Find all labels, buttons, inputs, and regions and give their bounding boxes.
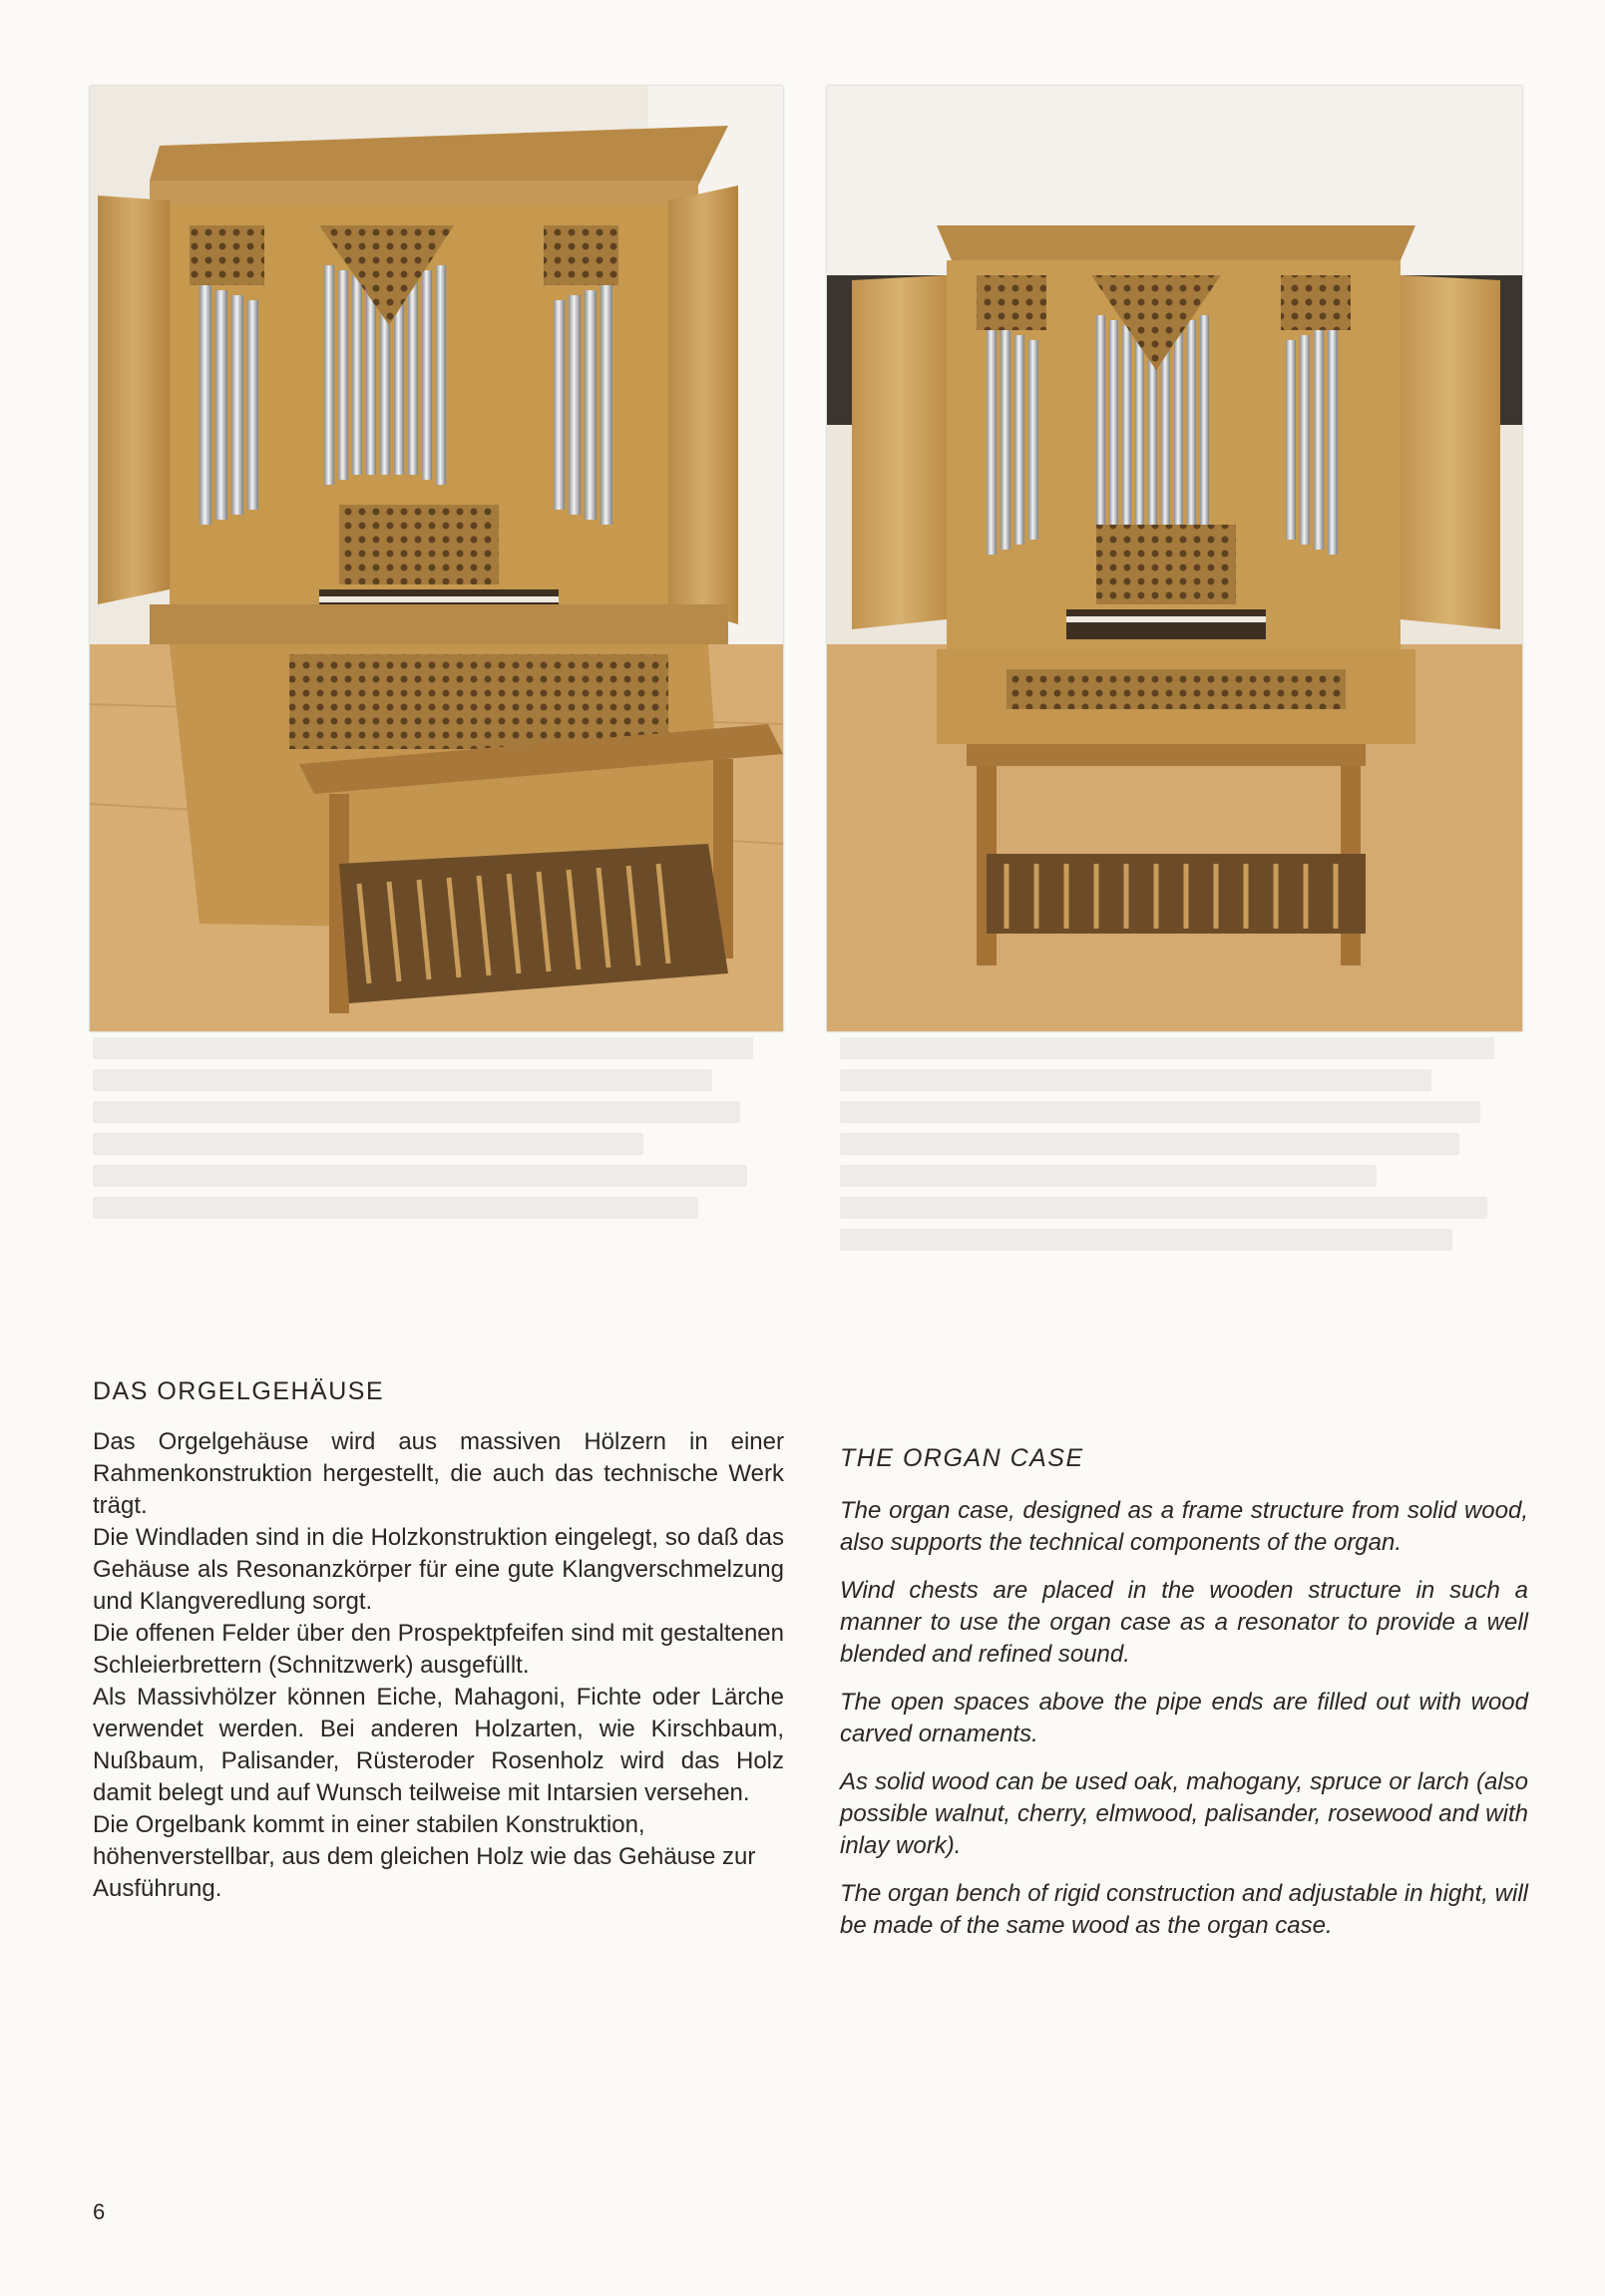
german-paragraph: Das Orgelgehäuse wird aus massiven Hölzern in einer Rahmenkonstruktion hergestellt, die auch das technische Werk trägt.	[93, 1428, 784, 1519]
english-heading: THE ORGAN CASE	[840, 1444, 1084, 1472]
german-paragraph: Als Massivhölzer können Eiche, Mahagoni, Fichte oder Lärche verwendet werden. Bei anderen Holzarten, wie Kirschbaum, Nußbaum, Palisander, Rüsteroder Rosenholz wird das Holz damit belegt und auf Wunsch teilweise mit Intarsien versehen.	[93, 1684, 784, 1806]
organ-photo-angled	[90, 86, 783, 1031]
english-paragraph: Wind chests are placed in the wooden structure in such a manner to use the organ case as a resonator to provide a well blended and refined sound.	[840, 1577, 1528, 1668]
german-column	[93, 1377, 784, 1905]
german-paragraph: Die offenen Felder über den Prospektpfeifen sind mit gestaltenen Schleierbrettern (Schnitzwerk) ausgefüllt.	[93, 1620, 784, 1679]
german-paragraph: Die Orgelbank kommt in einer stabilen Konstruktion, höhenverstellbar, aus dem gleichen Holz wie das Gehäuse zur Ausführung.	[93, 1811, 756, 1902]
page-number: 6	[93, 2199, 106, 2224]
english-paragraph: As solid wood can be used oak, mahogany, spruce or larch (also possible walnut, cherry, elmwood, palisander, rosewood and with inlay work).	[840, 1768, 1528, 1859]
english-paragraph: The organ case, designed as a frame structure from solid wood, also supports the technical components of the organ.	[840, 1497, 1528, 1556]
english-paragraph: The open spaces above the pipe ends are filled out with wood carved ornaments.	[840, 1689, 1528, 1747]
show-through-right	[840, 1037, 1528, 1337]
show-through-left	[93, 1037, 781, 1297]
english-paragraph: The organ bench of rigid construction and adjustable in hight, will be made of the same wood as the organ case.	[840, 1880, 1528, 1939]
german-paragraph: Die Windladen sind in die Holzkonstruktion eingelegt, so daß das Gehäuse als Resonanzkörper für eine gute Klangverschmelzung und Klangveredlung sorgt.	[93, 1524, 784, 1615]
german-heading: DAS ORGELGEHÄUSE	[93, 1377, 385, 1405]
english-column	[840, 1444, 1528, 1958]
organ-photo-front	[827, 86, 1522, 1031]
